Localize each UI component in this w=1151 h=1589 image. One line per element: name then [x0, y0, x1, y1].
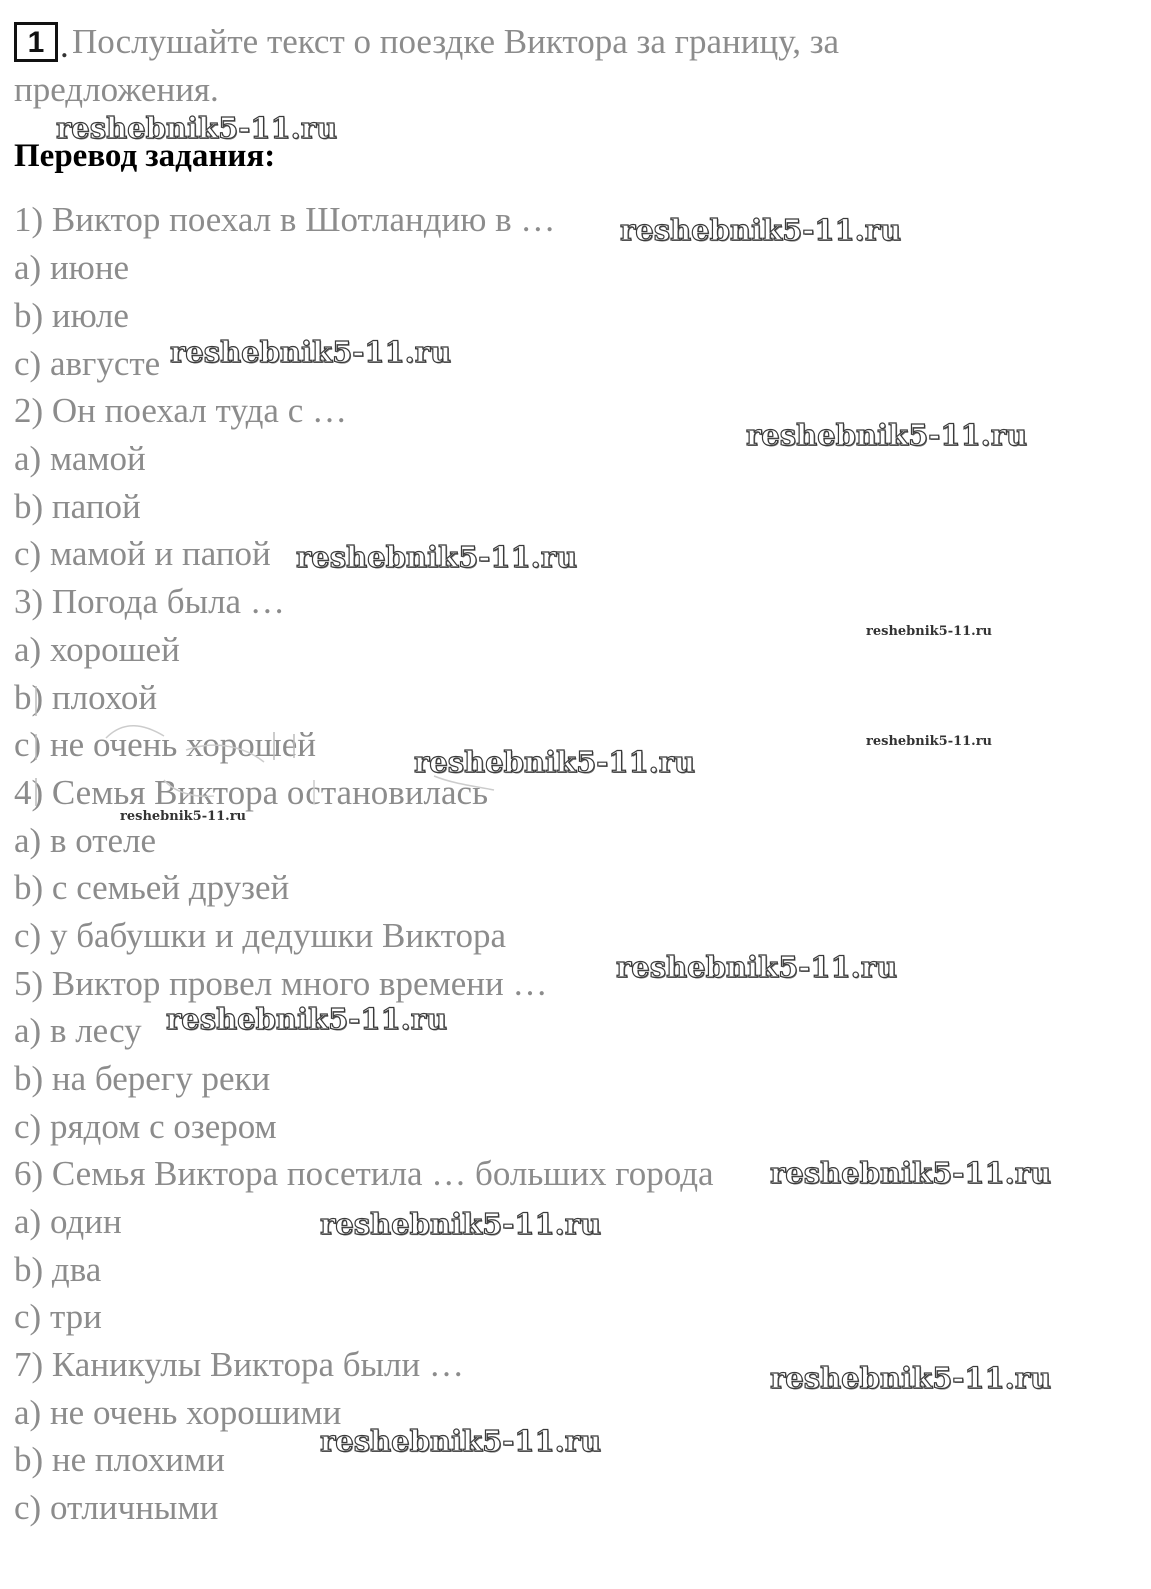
- answer-6b: b) два: [14, 1250, 102, 1289]
- watermark-4: reshebnik5-11.ru: [746, 418, 1028, 452]
- question-4: 4) Семья Виктора остановилась: [14, 773, 489, 812]
- question-7: 7) Каникулы Виктора были …: [14, 1345, 464, 1384]
- answer-6a: a) один: [14, 1202, 122, 1241]
- question-2: 2) Он поехал туда с …: [14, 391, 347, 430]
- answer-7a: a) не очень хорошими: [14, 1393, 342, 1432]
- translation-heading: Перевод задания:: [14, 138, 276, 174]
- question-5: 5) Виктор провел много времени …: [14, 964, 548, 1003]
- task-number-dot: .: [60, 26, 69, 65]
- watermark-5: reshebnik5-11.ru: [296, 540, 578, 574]
- answer-2b: b) папой: [14, 487, 141, 526]
- watermark-1: reshebnik5-11.ru: [56, 111, 338, 145]
- watermark-11: reshebnik5-11.ru: [166, 1002, 448, 1036]
- answer-7b: b) не плохими: [14, 1440, 225, 1479]
- task-intro-line-2: предложения.: [14, 70, 219, 109]
- watermark-10: reshebnik5-11.ru: [616, 950, 898, 984]
- watermark-12: reshebnik5-11.ru: [770, 1156, 1052, 1190]
- answer-5b: b) на берегу реки: [14, 1059, 271, 1098]
- answer-1a: a) июне: [14, 248, 130, 287]
- watermark-7: reshebnik5-11.ru: [866, 734, 993, 749]
- watermark-13: reshebnik5-11.ru: [320, 1207, 602, 1241]
- answer-2a: a) мамой: [14, 439, 146, 478]
- watermark-9: reshebnik5-11.ru: [120, 809, 247, 824]
- watermark-3: reshebnik5-11.ru: [170, 335, 452, 369]
- answer-3a: a) хорошей: [14, 630, 180, 669]
- watermark-14: reshebnik5-11.ru: [770, 1361, 1052, 1395]
- answer-4a: a) в отеле: [14, 821, 157, 860]
- answer-6c: c) три: [14, 1297, 102, 1336]
- answer-1c: c) августе: [14, 344, 161, 383]
- task-intro-line-1: Послушайте текст о поездке Виктора за границу, за: [72, 22, 840, 61]
- answer-3c: c) не очень хорошей: [14, 725, 317, 764]
- answer-7c: c) отличными: [14, 1488, 219, 1527]
- task-number-box: 1: [14, 22, 58, 62]
- answer-5c: c) рядом с озером: [14, 1107, 277, 1146]
- question-3: 3) Погода была …: [14, 582, 285, 621]
- answer-2c: c) мамой и папой: [14, 534, 271, 573]
- watermark-6: reshebnik5-11.ru: [866, 624, 993, 639]
- question-6: 6) Семья Виктора посетила … больших города: [14, 1154, 714, 1193]
- watermark-15: reshebnik5-11.ru: [320, 1424, 602, 1458]
- answer-3b: b) плохой: [14, 678, 158, 717]
- answer-4c: c) у бабушки и дедушки Виктора: [14, 916, 507, 955]
- question-1: 1) Виктор поехал в Шотландию в …: [14, 200, 556, 239]
- watermark-8: reshebnik5-11.ru: [414, 745, 696, 779]
- answer-1b: b) июле: [14, 296, 129, 335]
- answer-4b: b) с семьей друзей: [14, 868, 290, 907]
- watermark-2: reshebnik5-11.ru: [620, 213, 902, 247]
- answer-5a: a) в лесу: [14, 1011, 142, 1050]
